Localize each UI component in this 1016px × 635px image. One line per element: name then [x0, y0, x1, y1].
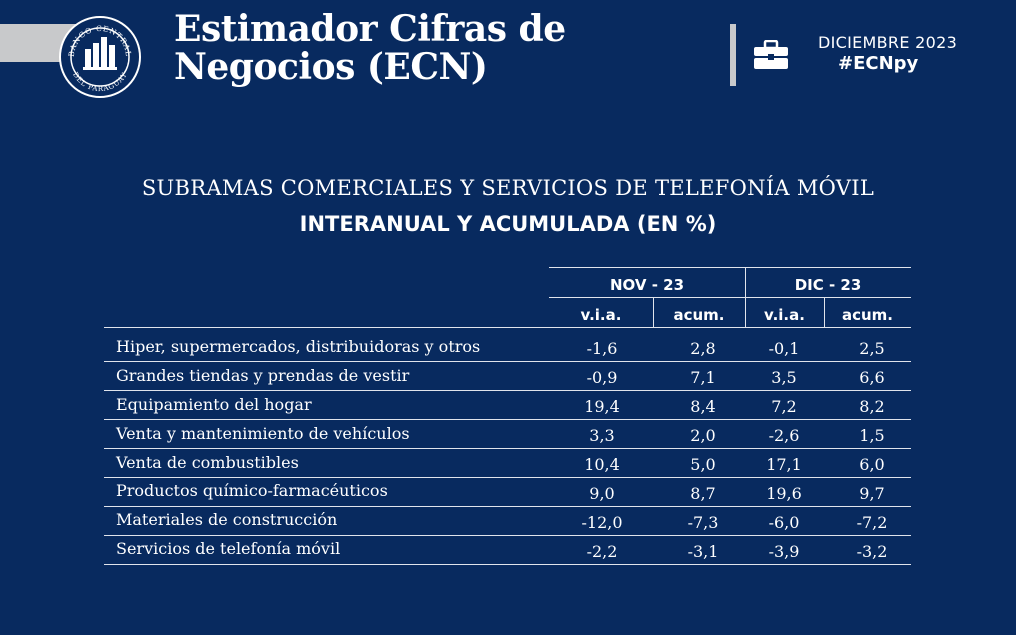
row-label: Hiper, supermercados, distribuidoras y otros — [116, 337, 481, 356]
svg-text:BANCO CENTRAL: BANCO CENTRAL — [66, 23, 134, 58]
section-title: SUBRAMAS COMERCIALES Y SERVICIOS DE TELEFONÍA MÓVIL — [141, 176, 875, 200]
cell-dic-acum: -3,2 — [856, 542, 888, 561]
hashtag: #ECNpy — [838, 53, 919, 74]
cell-dic-acum: 8,2 — [859, 397, 885, 416]
title-line-2: Negocios (ECN) — [174, 46, 488, 88]
cell-nov-via: -0,9 — [586, 368, 618, 387]
row-rule — [104, 535, 911, 536]
row-rule — [104, 419, 911, 420]
cell-nov-acum: 2,0 — [690, 426, 716, 445]
subcol-header: v.i.a. — [764, 306, 805, 324]
cell-dic-acum: 2,5 — [859, 339, 885, 358]
cell-nov-via: -12,0 — [581, 513, 623, 532]
row-label: Grandes tiendas y prendas de vestir — [116, 366, 410, 385]
group-header-dic: DIC - 23 — [794, 276, 862, 294]
group-header-rule — [549, 297, 911, 298]
cell-nov-via: 10,4 — [584, 455, 620, 474]
row-rule — [104, 361, 911, 362]
subcol-header: acum. — [673, 306, 725, 324]
table-bottom-rule — [104, 564, 911, 565]
cell-dic-via: 7,2 — [771, 397, 797, 416]
cell-nov-acum: 7,1 — [690, 368, 716, 387]
row-label: Venta de combustibles — [116, 453, 299, 472]
row-label: Materiales de construcción — [116, 510, 338, 529]
cell-nov-via: -2,2 — [586, 542, 618, 561]
table-top-rule — [549, 267, 911, 268]
section-subtitle: INTERANUAL Y ACUMULADA (EN %) — [299, 212, 717, 236]
cell-dic-acum: 9,7 — [859, 484, 885, 503]
cell-nov-via: 9,0 — [589, 484, 615, 503]
row-label: Venta y mantenimiento de vehículos — [116, 424, 410, 443]
cell-nov-via: 3,3 — [589, 426, 615, 445]
cell-dic-via: -2,6 — [768, 426, 800, 445]
row-label: Equipamiento del hogar — [116, 395, 312, 414]
table-header-bottom-rule — [104, 327, 911, 328]
report-date: DICIEMBRE 2023 — [818, 33, 958, 52]
row-rule — [104, 448, 911, 449]
group-header-nov: NOV - 23 — [609, 276, 685, 294]
cell-dic-acum: 6,6 — [859, 368, 885, 387]
cell-nov-acum: 5,0 — [690, 455, 716, 474]
cell-dic-via: -6,0 — [768, 513, 800, 532]
row-label: Servicios de telefonía móvil — [116, 539, 341, 558]
title-line-1: Estimador Cifras de — [174, 8, 566, 50]
row-label: Productos químico-farmacéuticos — [116, 481, 388, 500]
cell-dic-via: -3,9 — [768, 542, 800, 561]
cell-dic-via: 3,5 — [771, 368, 797, 387]
cell-nov-acum: 8,4 — [690, 397, 716, 416]
cell-dic-acum: 6,0 — [859, 455, 885, 474]
cell-dic-acum: -7,2 — [856, 513, 888, 532]
cell-nov-acum: 2,8 — [690, 339, 716, 358]
cell-nov-acum: 8,7 — [690, 484, 716, 503]
cell-nov-acum: -3,1 — [687, 542, 719, 561]
cell-dic-via: 19,6 — [766, 484, 802, 503]
cell-dic-via: -0,1 — [768, 339, 800, 358]
cell-dic-acum: 1,5 — [859, 426, 885, 445]
cell-nov-via: -1,6 — [586, 339, 618, 358]
row-rule — [104, 390, 911, 391]
row-rule — [104, 477, 911, 478]
cell-nov-via: 19,4 — [584, 397, 620, 416]
cell-nov-acum: -7,3 — [687, 513, 719, 532]
cell-dic-via: 17,1 — [766, 455, 802, 474]
subcol-header: acum. — [841, 306, 894, 324]
svg-text:DEL PARAGUAY: DEL PARAGUAY — [71, 70, 129, 94]
row-rule — [104, 506, 911, 507]
subcol-header: v.i.a. — [580, 306, 622, 324]
